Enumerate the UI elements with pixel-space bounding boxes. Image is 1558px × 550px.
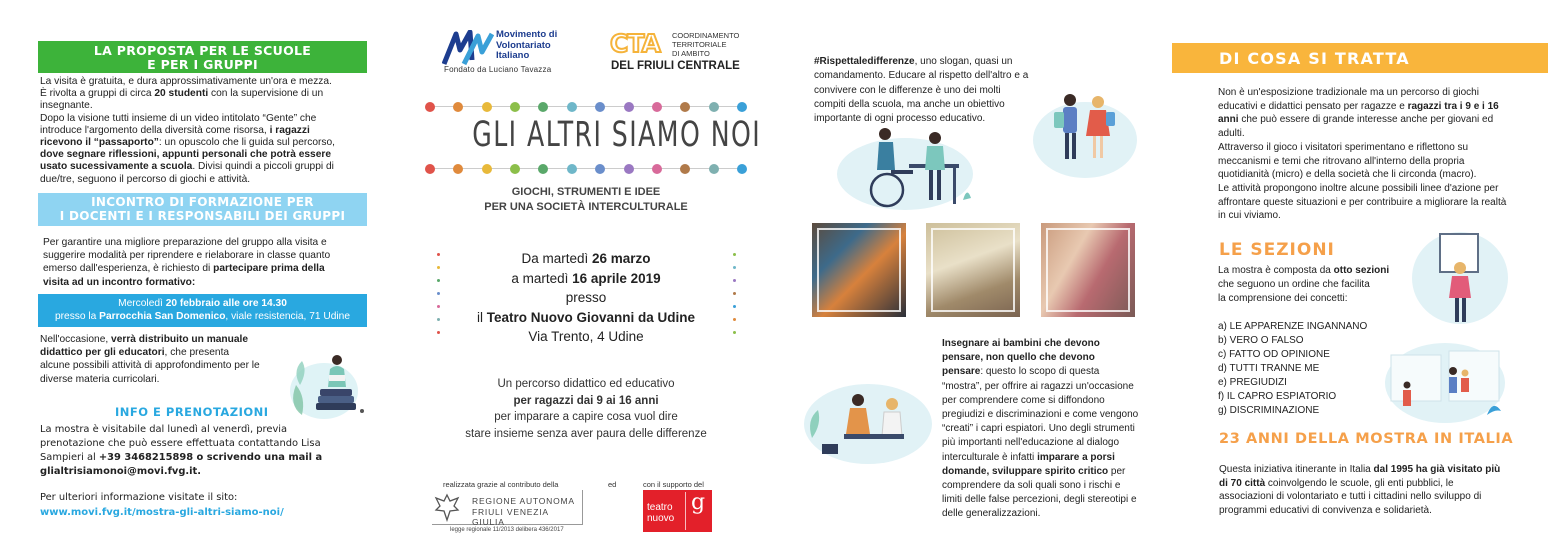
banner-formazione-line1: INCONTRO DI FORMAZIONE PER: [91, 195, 314, 209]
date-line: [440, 308, 732, 328]
header-title: DI COSA SI TRATTA: [1219, 49, 1410, 68]
decorative-dot: [733, 318, 736, 321]
text-line: dove segnare riflessioni, appunti personali che potrà essere: [40, 149, 332, 161]
text-line: prenotazione che può essere effettuata contattando Lisa: [40, 438, 321, 449]
insegnare-text: [942, 337, 1152, 522]
text-line: associazioni di volontariato e tutti i cittadini nello sviluppo di: [1219, 491, 1482, 502]
decorative-dot: [709, 102, 719, 112]
text-bold: ragazzi tra i 9 e i 16: [1407, 100, 1499, 112]
tratta-text: [1218, 86, 1528, 223]
text-run: il: [476, 309, 487, 325]
text-line: Per garantire una migliore preparazione del gruppo alla visita e: [43, 237, 327, 248]
text-line: “mostra”, per offrire ai ragazzi un'occasione: [942, 380, 1134, 392]
decorative-dot: [733, 253, 736, 256]
text-run: . Divisi quindi a piccoli gruppi di: [192, 161, 334, 173]
decorative-dot: [453, 164, 463, 174]
text-bold: anni: [1218, 114, 1239, 126]
section-item: e) PREGIUDIZI: [1218, 377, 1287, 388]
banner-proposta-line2: E PER I GRUPPI: [147, 57, 258, 72]
banner-formazione: [38, 193, 367, 226]
decorative-dot: [652, 164, 662, 174]
movi-logo-mark: [442, 30, 494, 66]
text-run: , che presenta: [164, 347, 230, 359]
decorative-dot: [652, 102, 662, 112]
text-run: Sampieri al: [40, 452, 99, 463]
text-line: “creati” i capri espiatori. Uno degli strumenti: [942, 423, 1135, 435]
text-line: [40, 137, 360, 149]
text-line: la comprensione dei concetti:: [1218, 293, 1348, 304]
text-bold: didattico per gli educatori: [40, 347, 165, 359]
text-line: comprendere da soli quali sono i rischi e: [942, 480, 1121, 492]
text-line: più importanti nell'educazione al dialogo: [942, 437, 1120, 449]
more-info-text: Per ulteriori informazione visitate il sito:: [40, 492, 238, 503]
regione-logo: [432, 490, 583, 525]
movi-logo-line3: Italiano: [496, 50, 530, 61]
exhibition-subtitle: [428, 185, 744, 215]
description-block: [428, 376, 744, 442]
classroom-illustration: [835, 120, 975, 212]
text-line: alcune possibili attività di approfondimento per le: [40, 360, 260, 372]
section-item: a) LE APPARENZE INGANNANO: [1218, 321, 1368, 332]
proposta-text: [40, 76, 360, 186]
text-line: comandamento. Educare al rispetto dell'altro e a: [814, 70, 1029, 82]
text-line: visita ad un incontro formativo:: [43, 276, 196, 288]
formazione-text: [43, 236, 363, 289]
text-line: La visita è gratuita, e dura approssimativamente un'ora e mezza.: [40, 76, 332, 87]
decorative-dot: [733, 331, 736, 334]
decorative-dot: [733, 305, 736, 308]
decorative-dot: [453, 102, 463, 112]
date-line: Via Trento, 4 Udine: [528, 329, 644, 345]
decorative-dot: [737, 102, 747, 112]
decorative-dot: [510, 164, 520, 174]
text-line: importante di ogni processo educativo.: [814, 113, 986, 125]
text-run: che può essere di grande interesse anche per giovani ed: [1238, 114, 1494, 126]
decorative-dot: [538, 102, 548, 112]
decorative-dot: [595, 164, 605, 174]
sezioni-title: LE SEZIONI: [1219, 240, 1335, 260]
text-line: adulti.: [1218, 128, 1245, 140]
text-run: Questa iniziativa itinerante in Italia: [1219, 464, 1374, 475]
cta-logo: [610, 30, 750, 75]
text-line: pregiudizi e discriminazioni e come vengono: [942, 409, 1139, 421]
date-line: [440, 269, 732, 289]
text-line: [1218, 100, 1528, 114]
text-bold: imparare a porsi: [1037, 451, 1115, 463]
banner-proposta-line1: LA PROPOSTA PER LE SCUOLE: [93, 43, 312, 58]
date-line: presso: [565, 290, 607, 306]
text-run: per: [1108, 465, 1126, 477]
movi-logo-sub: Fondato da Luciano Tavazza: [444, 65, 552, 74]
movi-logo-line1: Movimento di: [496, 29, 558, 40]
text-run: Mercoledì: [118, 298, 166, 309]
email-address[interactable]: glialtrisiamonoi@movi.fvg.it.: [40, 466, 201, 477]
sponsor2-label: con il supporto del: [643, 480, 704, 489]
text-line: pensare, non quello che devono: [942, 352, 1095, 364]
desc-line: stare insieme senza aver paura delle differenze: [465, 427, 707, 440]
decorative-dot: [595, 102, 605, 112]
text-run: a martedì: [511, 270, 573, 286]
text-line: [40, 451, 360, 465]
text-line: Non è un'esposizione tradizionale ma un percorso di giochi: [1218, 87, 1479, 98]
decorative-dot: [624, 164, 634, 174]
text-run: È rivolta a gruppi di circa: [40, 88, 155, 100]
date-line: [440, 249, 732, 269]
text-run: , viale resistencia, 71 Udine: [225, 311, 350, 322]
text-line: [40, 88, 360, 100]
text-line: Dopo la visione tutti insieme di un video intitolato “Gente” che: [40, 112, 317, 124]
decorative-dot: [425, 102, 435, 112]
reading-girl-illustration: [282, 345, 372, 423]
text-bold: verrà distribuito un manuale: [111, 334, 249, 345]
text-bold: domande, sviluppare spirito critico: [942, 465, 1109, 477]
eagle-icon: [434, 492, 460, 522]
text-bold: +39 3468215898 o scrivendo una mail a: [98, 452, 323, 463]
text-bold: i ragazzi: [269, 124, 310, 136]
text-run: presso la: [54, 311, 100, 322]
photo-activity-table: [1041, 223, 1135, 317]
decorative-dot: [567, 164, 577, 174]
decorative-dot: [709, 164, 719, 174]
text-line: Attraverso il gioco i visitatori sperimentano e riflettono su: [1218, 141, 1469, 153]
children-illustration: [1030, 80, 1140, 180]
text-line: limiti delle false percezioni, degli stereotipi e: [942, 494, 1137, 506]
banner-formazione-line2: I DOCENTI E I RESPONSABILI DEI GRUPPI: [59, 208, 346, 223]
decorative-dot: [482, 102, 492, 112]
cta-logo-line1: COORDINAMENTO: [672, 31, 740, 40]
text-line: insegnante.: [40, 100, 93, 112]
decorative-dot: [737, 164, 747, 174]
text-line: delle generalizzazioni.: [942, 508, 1041, 520]
rispetta-text: [814, 55, 1044, 126]
teatro-line1: teatro: [647, 502, 673, 513]
text-line: affrontare queste situazioni e per contribuire a migliorare la realtà: [1218, 196, 1507, 208]
text-line: [40, 346, 300, 359]
text-bold: ricevono il “passaporto”: [40, 137, 159, 149]
section-item: g) DISCRIMINAZIONE: [1218, 405, 1320, 416]
photo-children-group: [812, 223, 906, 317]
movi-logo-line2: Volontariato: [496, 39, 551, 51]
text-bold: Parrocchia San Domenico: [99, 311, 226, 322]
text-bold: 26 marzo: [592, 251, 651, 266]
text-line: [942, 365, 1152, 379]
subtitle-line2: PER UNA SOCIETÀ INTERCULTURALE: [484, 201, 688, 213]
decorative-dot: [680, 164, 690, 174]
cta-logo-line2: TERRITORIALE: [672, 40, 727, 49]
section-item: b) VERO O FALSO: [1218, 335, 1304, 346]
desc-line: per ragazzi dai 9 ai 16 anni: [513, 394, 659, 407]
text-bold: usato sucessivamente a scuola: [40, 161, 193, 173]
text-line: programmi educativi di convivenza e solidarietà.: [1219, 504, 1432, 516]
text-line: meccanismi e temi che ritrovano all'interno della propria: [1218, 155, 1465, 167]
text-bold: pensare: [942, 366, 981, 378]
text-line: [1218, 113, 1528, 127]
info-title: INFO E PRENOTAZIONI: [115, 405, 269, 419]
decorative-dots-right: [733, 253, 736, 344]
decorative-dot: [733, 266, 736, 269]
text-line: [1218, 264, 1418, 278]
text-bold: otto sezioni: [1333, 265, 1390, 276]
legge-text: legge regionale 11/2013 delibera 436/2017: [450, 527, 564, 533]
text-run: : un opuscolo che li guida sul percorso,: [158, 137, 336, 149]
regione-line2: FRIULI VENEZIA GIULIA: [472, 506, 549, 527]
text-line: La mostra è visitabile dal lunedì al venerdì, previa: [40, 424, 288, 435]
sponsor-ed: ed: [608, 480, 617, 489]
dates-block: [440, 249, 732, 347]
text-line: [814, 55, 1044, 69]
text-run: introduce l'argomento della diversità come risorsa,: [40, 124, 270, 136]
text-line: quotidianità (micro) e della società che li circonda (macro).: [1218, 169, 1477, 181]
desc-line: Un percorso didattico ed educativo: [497, 378, 675, 390]
decorative-dot: [680, 102, 690, 112]
anni-text: [1219, 463, 1529, 517]
cta-logo-line3: DI AMBITO: [672, 49, 710, 58]
decorative-dot: [482, 164, 492, 174]
text-line: Le attività propongono inoltre alcune possibili linee d'azione per: [1218, 182, 1499, 194]
text-line: [40, 333, 300, 346]
text-line: [942, 465, 1152, 479]
teatro-line2: nuovo: [647, 513, 675, 524]
text-line: [43, 262, 363, 275]
text-bold: dal 1995 ha già visitato più: [1373, 464, 1501, 475]
kids-reading-illustration: [800, 368, 935, 468]
teatro-mark: g: [691, 490, 706, 515]
section-item: f) IL CAPRO ESPIATORIO: [1218, 391, 1337, 402]
text-bold: 20 studenti: [154, 88, 209, 100]
text-bold: 20 febbraio alle ore 14.30: [165, 298, 287, 309]
text-line: in cui viviamo.: [1218, 210, 1281, 222]
text-line: [1219, 477, 1529, 491]
exhibition-title: GLI ALTRI SIAMO NOI: [472, 115, 762, 155]
text-line: Insegnare ai bambini che devono: [942, 338, 1100, 349]
regione-line1: REGIONE AUTONOMA: [472, 496, 575, 506]
text-line: compiti della scuola, ma anche un obiettivo: [814, 98, 1005, 110]
hashtag: #Rispettaledifferenze: [814, 56, 915, 67]
text-line: diverse materia curricolari.: [40, 373, 160, 385]
gallery-illustration: [1383, 335, 1508, 425]
text-run: interculturale è infatti: [942, 451, 1038, 463]
text-run: con la supervisione di un: [208, 88, 324, 100]
header-di-cosa-si-tratta: [1172, 43, 1548, 73]
text-run: Da martedì: [521, 251, 592, 266]
text-line: [40, 125, 360, 137]
text-line: che seguono un ordine che facilita: [1218, 279, 1370, 290]
decorative-dot: [510, 102, 520, 112]
text-run: emerso dall'esperienza, è richiesto di: [43, 263, 214, 275]
decorative-dot-row-bottom: [425, 163, 747, 175]
banner-data-incontro: [38, 294, 367, 327]
text-bold: di 70 città: [1219, 477, 1266, 489]
cta-logo-bottom: DEL FRIULI CENTRALE: [611, 60, 740, 72]
text-bold: 16 aprile 2019: [572, 270, 661, 286]
incontro-line2: [38, 310, 367, 323]
text-run: educativi e didattici pensato per ragazze e: [1218, 100, 1408, 112]
incontro-line1: [38, 297, 367, 310]
section-item: c) FATTO OD OPINIONE: [1218, 349, 1330, 360]
text-line: [40, 161, 360, 173]
decorative-dot: [624, 102, 634, 112]
text-run: , uno slogan, quasi un: [914, 56, 1013, 67]
decorative-dot: [425, 164, 435, 174]
text-line: per comprendere come si diffondono: [942, 394, 1105, 406]
text-line: [942, 451, 1152, 465]
decorative-dot: [538, 164, 548, 174]
text-bold: partecipare prima della: [213, 263, 325, 275]
text-line: [1219, 463, 1529, 477]
subtitle-line1: GIOCHI, STRUMENTI E IDEE: [511, 186, 661, 198]
text-bold: Teatro Nuovo Giovanni da Udine: [486, 309, 696, 325]
cta-logo-mark: CTA: [610, 29, 660, 58]
decorative-dot-row-top: [425, 101, 747, 113]
text-line: due/tre, seguono il percorso di giochi e attività.: [40, 173, 251, 185]
photo-exhibition-room: [926, 223, 1020, 317]
section-item: d) TUTTI TRANNE ME: [1218, 363, 1320, 374]
text-run: coinvolgendo le scuole, gli enti pubblici, le: [1265, 477, 1454, 489]
sponsor1-label: realizzata grazie al contributo della: [443, 480, 559, 489]
text-run: : questo lo scopo di questa: [980, 366, 1100, 378]
manuale-text: [40, 333, 300, 386]
desc-line: per imparare a capire cosa vuol dire: [494, 411, 678, 423]
sezioni-intro: [1218, 264, 1418, 306]
text-line: suggerire modalità per riprendere e rielaborare in classe quanto: [43, 250, 331, 262]
decorative-dot: [733, 292, 736, 295]
movi-logo: [442, 30, 572, 75]
banner-proposta: [38, 41, 367, 73]
text-run: La mostra è composta da: [1218, 265, 1334, 276]
website-link[interactable]: www.movi.fvg.it/mostra-gli-altri-siamo-noi/: [40, 507, 284, 518]
decorative-dot: [733, 279, 736, 282]
text-line: convivere con le differenze è uno dei molti: [814, 84, 1001, 96]
anni-title: 23 ANNI DELLA MOSTRA IN ITALIA: [1219, 431, 1514, 447]
decorative-dot: [567, 102, 577, 112]
girl-painting-illustration: [1410, 228, 1510, 328]
text-run: Nell'occasione,: [40, 334, 112, 345]
teatro-nuovo-logo: [643, 490, 712, 532]
info-text: [40, 423, 360, 479]
